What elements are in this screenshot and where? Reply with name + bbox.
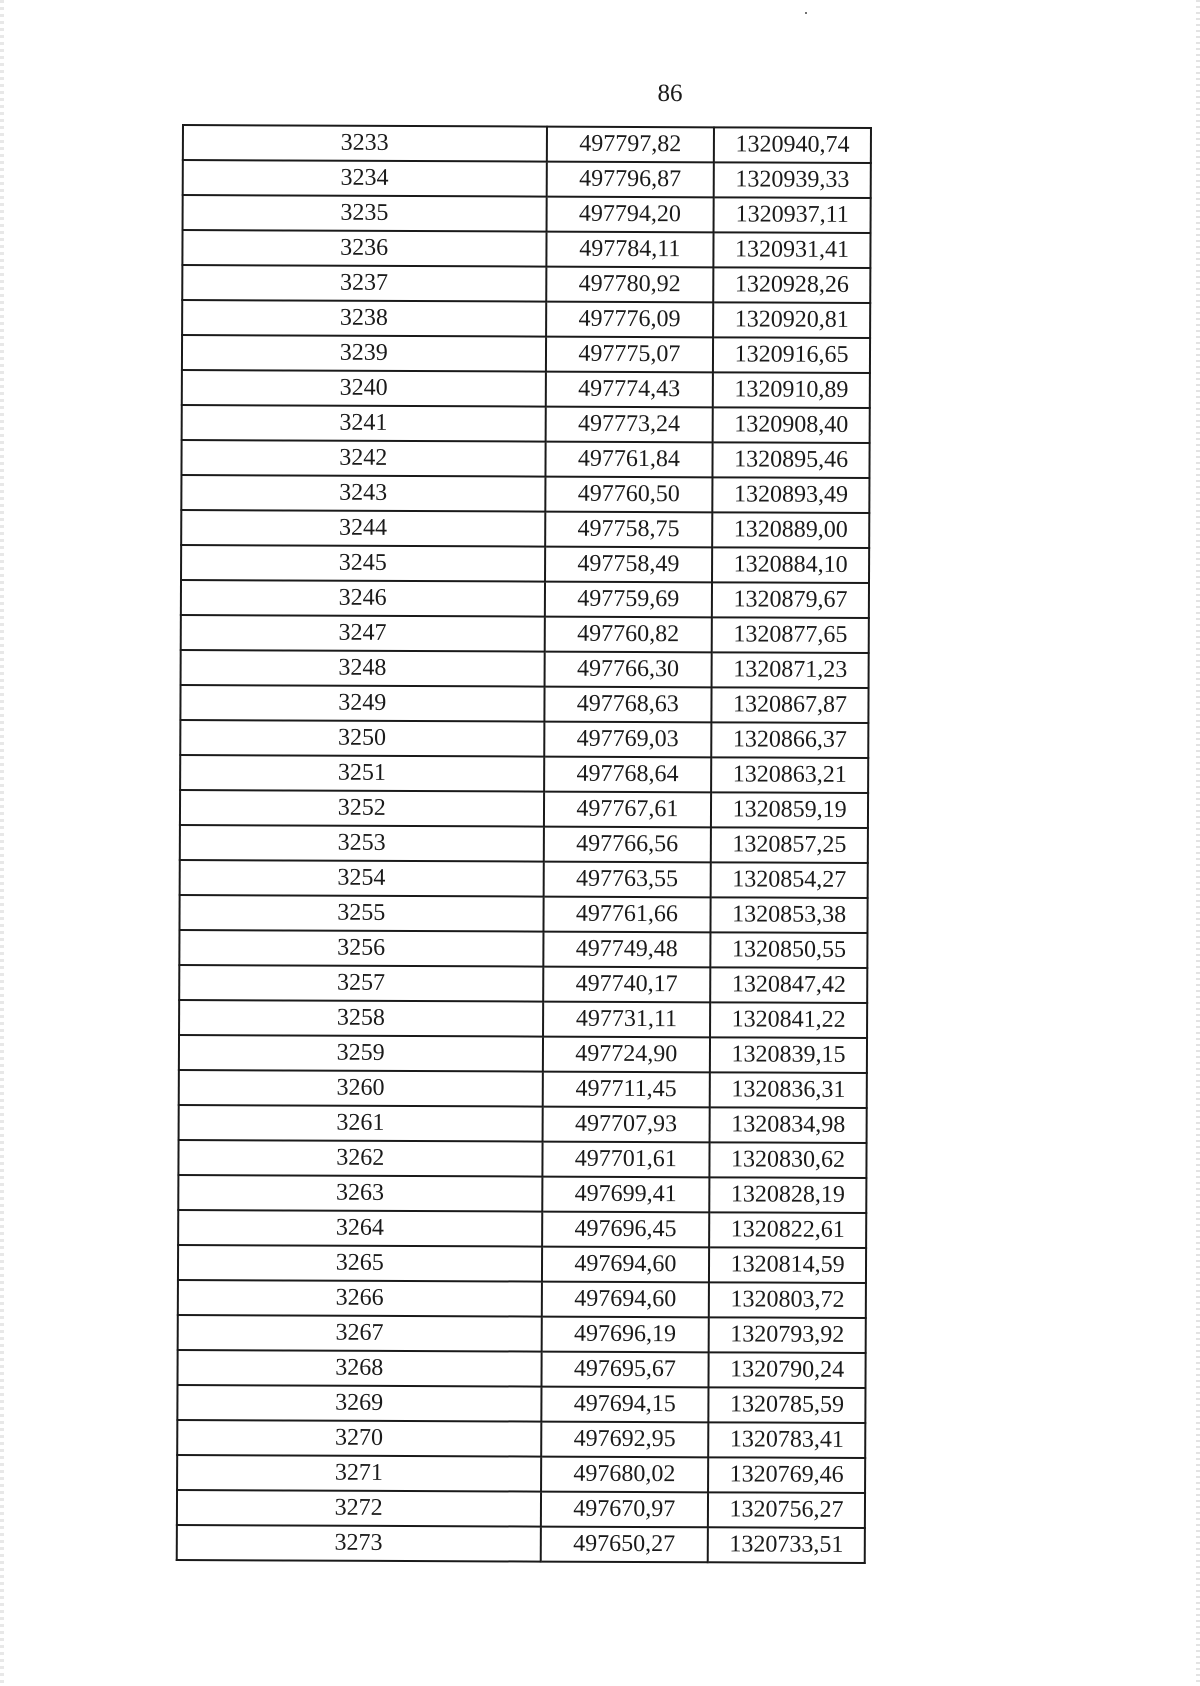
x-coordinate-cell: 497760,82 (544, 617, 712, 653)
table-row (179, 1000, 867, 1038)
x-coordinate-cell: 497760,50 (545, 477, 713, 513)
table-row (177, 1420, 865, 1458)
y-coordinate-cell: 1320839,15 (710, 1037, 867, 1073)
y-coordinate-cell: 1320867,87 (712, 687, 869, 723)
point-number-cell: 3269 (177, 1385, 541, 1422)
y-coordinate-cell: 1320863,21 (711, 757, 868, 793)
x-coordinate-cell: 497740,17 (543, 967, 711, 1003)
y-coordinate-cell: 1320910,89 (713, 372, 870, 408)
y-coordinate-cell: 1320785,59 (709, 1387, 866, 1423)
x-coordinate-cell: 497794,20 (546, 197, 714, 233)
x-coordinate-cell: 497774,43 (545, 372, 713, 408)
y-coordinate-cell: 1320854,27 (711, 862, 868, 898)
table-row (180, 685, 868, 723)
point-number-cell: 3267 (178, 1315, 542, 1352)
point-number-cell: 3247 (181, 615, 545, 652)
point-number-cell: 3257 (179, 965, 543, 1002)
point-number-cell: 3254 (180, 860, 544, 897)
y-coordinate-cell: 1320847,42 (710, 967, 867, 1003)
point-number-cell: 3258 (179, 1000, 543, 1037)
y-coordinate-cell: 1320830,62 (710, 1142, 867, 1178)
point-number-cell: 3255 (179, 895, 543, 932)
table-row (182, 335, 870, 373)
x-coordinate-cell: 497749,48 (543, 932, 711, 968)
table-row (182, 405, 870, 443)
scan-edge-right (1196, 0, 1200, 1686)
table-row (177, 1490, 865, 1528)
point-number-cell: 3271 (177, 1455, 541, 1492)
x-coordinate-cell: 497797,82 (546, 127, 714, 163)
x-coordinate-cell: 497796,87 (546, 162, 714, 198)
y-coordinate-cell: 1320939,33 (714, 162, 871, 198)
point-number-cell: 3259 (179, 1035, 543, 1072)
x-coordinate-cell: 497780,92 (546, 267, 714, 303)
table-row (179, 965, 867, 1003)
point-number-cell: 3268 (177, 1350, 541, 1387)
y-coordinate-cell: 1320850,55 (711, 932, 868, 968)
y-coordinate-cell: 1320877,65 (712, 617, 869, 653)
table-row (181, 615, 869, 653)
table-row (180, 790, 868, 828)
x-coordinate-cell: 497773,24 (545, 407, 713, 443)
x-coordinate-cell: 497768,63 (544, 687, 712, 723)
table-row (179, 930, 867, 968)
x-coordinate-cell: 497680,02 (541, 1457, 709, 1493)
table-row (181, 510, 869, 548)
table-row (182, 230, 870, 268)
table-row (182, 300, 870, 338)
x-coordinate-cell: 497694,15 (541, 1387, 709, 1423)
y-coordinate-cell: 1320879,67 (712, 582, 869, 618)
y-coordinate-cell: 1320783,41 (708, 1422, 865, 1458)
table-row (178, 1210, 866, 1248)
x-coordinate-cell: 497650,27 (540, 1527, 708, 1563)
x-coordinate-cell: 497769,03 (544, 722, 712, 758)
point-number-cell: 3265 (178, 1245, 542, 1282)
table-row (178, 1175, 866, 1213)
point-number-cell: 3273 (177, 1525, 541, 1562)
x-coordinate-cell: 497775,07 (545, 337, 713, 373)
x-coordinate-cell: 497731,11 (543, 1002, 711, 1038)
y-coordinate-cell: 1320908,40 (713, 407, 870, 443)
table-row (180, 720, 868, 758)
y-coordinate-cell: 1320859,19 (711, 792, 868, 828)
y-coordinate-cell: 1320793,92 (709, 1317, 866, 1353)
y-coordinate-cell: 1320803,72 (709, 1282, 866, 1318)
table-row (179, 1105, 867, 1143)
table-row (182, 370, 870, 408)
table-row (181, 545, 869, 583)
x-coordinate-cell: 497695,67 (541, 1352, 709, 1388)
table-row (177, 1385, 865, 1423)
y-coordinate-cell: 1320866,37 (711, 722, 868, 758)
point-number-cell: 3248 (181, 650, 545, 687)
table-row (180, 825, 868, 863)
y-coordinate-cell: 1320940,74 (714, 127, 871, 163)
x-coordinate-cell: 497766,56 (543, 827, 711, 863)
y-coordinate-cell: 1320790,24 (709, 1352, 866, 1388)
table-row (178, 1245, 866, 1283)
point-number-cell: 3272 (177, 1490, 541, 1527)
table-row (180, 860, 868, 898)
point-number-cell: 3260 (179, 1070, 543, 1107)
point-number-cell: 3241 (182, 405, 546, 442)
table-row (178, 1280, 866, 1318)
x-coordinate-cell: 497694,60 (541, 1282, 709, 1318)
y-coordinate-cell: 1320931,41 (714, 232, 871, 268)
table-row (177, 1525, 865, 1563)
x-coordinate-cell: 497692,95 (541, 1422, 709, 1458)
x-coordinate-cell: 497784,11 (546, 232, 714, 268)
y-coordinate-cell: 1320916,65 (713, 337, 870, 373)
point-number-cell: 3240 (182, 370, 546, 407)
point-number-cell: 3252 (180, 790, 544, 827)
x-coordinate-cell: 497758,49 (545, 547, 713, 583)
point-number-cell: 3249 (180, 685, 544, 722)
table-row (181, 650, 869, 688)
x-coordinate-cell: 497696,45 (542, 1212, 710, 1248)
y-coordinate-cell: 1320853,38 (711, 897, 868, 933)
x-coordinate-cell: 497763,55 (543, 862, 711, 898)
point-number-cell: 3245 (181, 545, 545, 582)
y-coordinate-cell: 1320841,22 (710, 1002, 867, 1038)
table-row (181, 440, 869, 478)
y-coordinate-cell: 1320893,49 (712, 477, 869, 513)
table-row (181, 475, 869, 513)
point-number-cell: 3270 (177, 1420, 541, 1457)
x-coordinate-cell: 497699,41 (542, 1177, 710, 1213)
table-row (181, 580, 869, 618)
point-number-cell: 3262 (178, 1140, 542, 1177)
point-number-cell: 3253 (180, 825, 544, 862)
x-coordinate-cell: 497759,69 (544, 582, 712, 618)
x-coordinate-cell: 497696,19 (541, 1317, 709, 1353)
y-coordinate-cell: 1320756,27 (708, 1492, 865, 1528)
table-row (183, 125, 871, 163)
y-coordinate-cell: 1320928,26 (713, 267, 870, 303)
y-coordinate-cell: 1320884,10 (712, 547, 869, 583)
y-coordinate-cell: 1320836,31 (710, 1072, 867, 1108)
x-coordinate-cell: 497707,93 (542, 1107, 710, 1143)
table-row (179, 1070, 867, 1108)
table-row (178, 1315, 866, 1353)
page-number: 86 (657, 80, 683, 107)
x-coordinate-cell: 497761,84 (545, 442, 713, 478)
table-row (177, 1350, 865, 1388)
y-coordinate-cell: 1320769,46 (708, 1457, 865, 1493)
point-number-cell: 3244 (181, 510, 545, 547)
y-coordinate-cell: 1320937,11 (714, 197, 871, 233)
point-number-cell: 3238 (182, 300, 546, 337)
coordinates-table (176, 124, 872, 1564)
point-number-cell: 3266 (178, 1280, 542, 1317)
x-coordinate-cell: 497758,75 (545, 512, 713, 548)
x-coordinate-cell: 497711,45 (542, 1072, 710, 1108)
x-coordinate-cell: 497768,64 (544, 757, 712, 793)
point-number-cell: 3242 (181, 440, 545, 477)
table-row (179, 1035, 867, 1073)
point-number-cell: 3235 (183, 195, 547, 232)
y-coordinate-cell: 1320822,61 (709, 1212, 866, 1248)
x-coordinate-cell: 497701,61 (542, 1142, 710, 1178)
y-coordinate-cell: 1320814,59 (709, 1247, 866, 1283)
table-row (180, 755, 868, 793)
coordinates-table-body (177, 125, 871, 1563)
point-number-cell: 3234 (183, 160, 547, 197)
point-number-cell: 3263 (178, 1175, 542, 1212)
table-row (183, 195, 871, 233)
scan-edge-left (0, 0, 4, 1686)
y-coordinate-cell: 1320834,98 (710, 1107, 867, 1143)
table-row (183, 160, 871, 198)
point-number-cell: 3250 (180, 720, 544, 757)
point-number-cell: 3243 (181, 475, 545, 512)
x-coordinate-cell: 497767,61 (543, 792, 711, 828)
y-coordinate-cell: 1320889,00 (712, 512, 869, 548)
x-coordinate-cell: 497761,66 (543, 897, 711, 933)
x-coordinate-cell: 497724,90 (542, 1037, 710, 1073)
table-row (179, 895, 867, 933)
point-number-cell: 3237 (182, 265, 546, 302)
y-coordinate-cell: 1320871,23 (712, 652, 869, 688)
table-row (177, 1455, 865, 1493)
table-row (182, 265, 870, 303)
point-number-cell: 3261 (179, 1105, 543, 1142)
point-number-cell: 3246 (181, 580, 545, 617)
x-coordinate-cell: 497670,97 (540, 1492, 708, 1528)
point-number-cell: 3256 (179, 930, 543, 967)
y-coordinate-cell: 1320857,25 (711, 827, 868, 863)
y-coordinate-cell: 1320895,46 (713, 442, 870, 478)
point-number-cell: 3233 (183, 125, 547, 162)
point-number-cell: 3236 (182, 230, 546, 267)
point-number-cell: 3251 (180, 755, 544, 792)
x-coordinate-cell: 497776,09 (546, 302, 714, 338)
scan-speck (805, 12, 807, 14)
point-number-cell: 3264 (178, 1210, 542, 1247)
y-coordinate-cell: 1320920,81 (713, 302, 870, 338)
point-number-cell: 3239 (182, 335, 546, 372)
x-coordinate-cell: 497766,30 (544, 652, 712, 688)
table-row (178, 1140, 866, 1178)
y-coordinate-cell: 1320828,19 (709, 1177, 866, 1213)
x-coordinate-cell: 497694,60 (541, 1247, 709, 1283)
y-coordinate-cell: 1320733,51 (708, 1527, 865, 1563)
